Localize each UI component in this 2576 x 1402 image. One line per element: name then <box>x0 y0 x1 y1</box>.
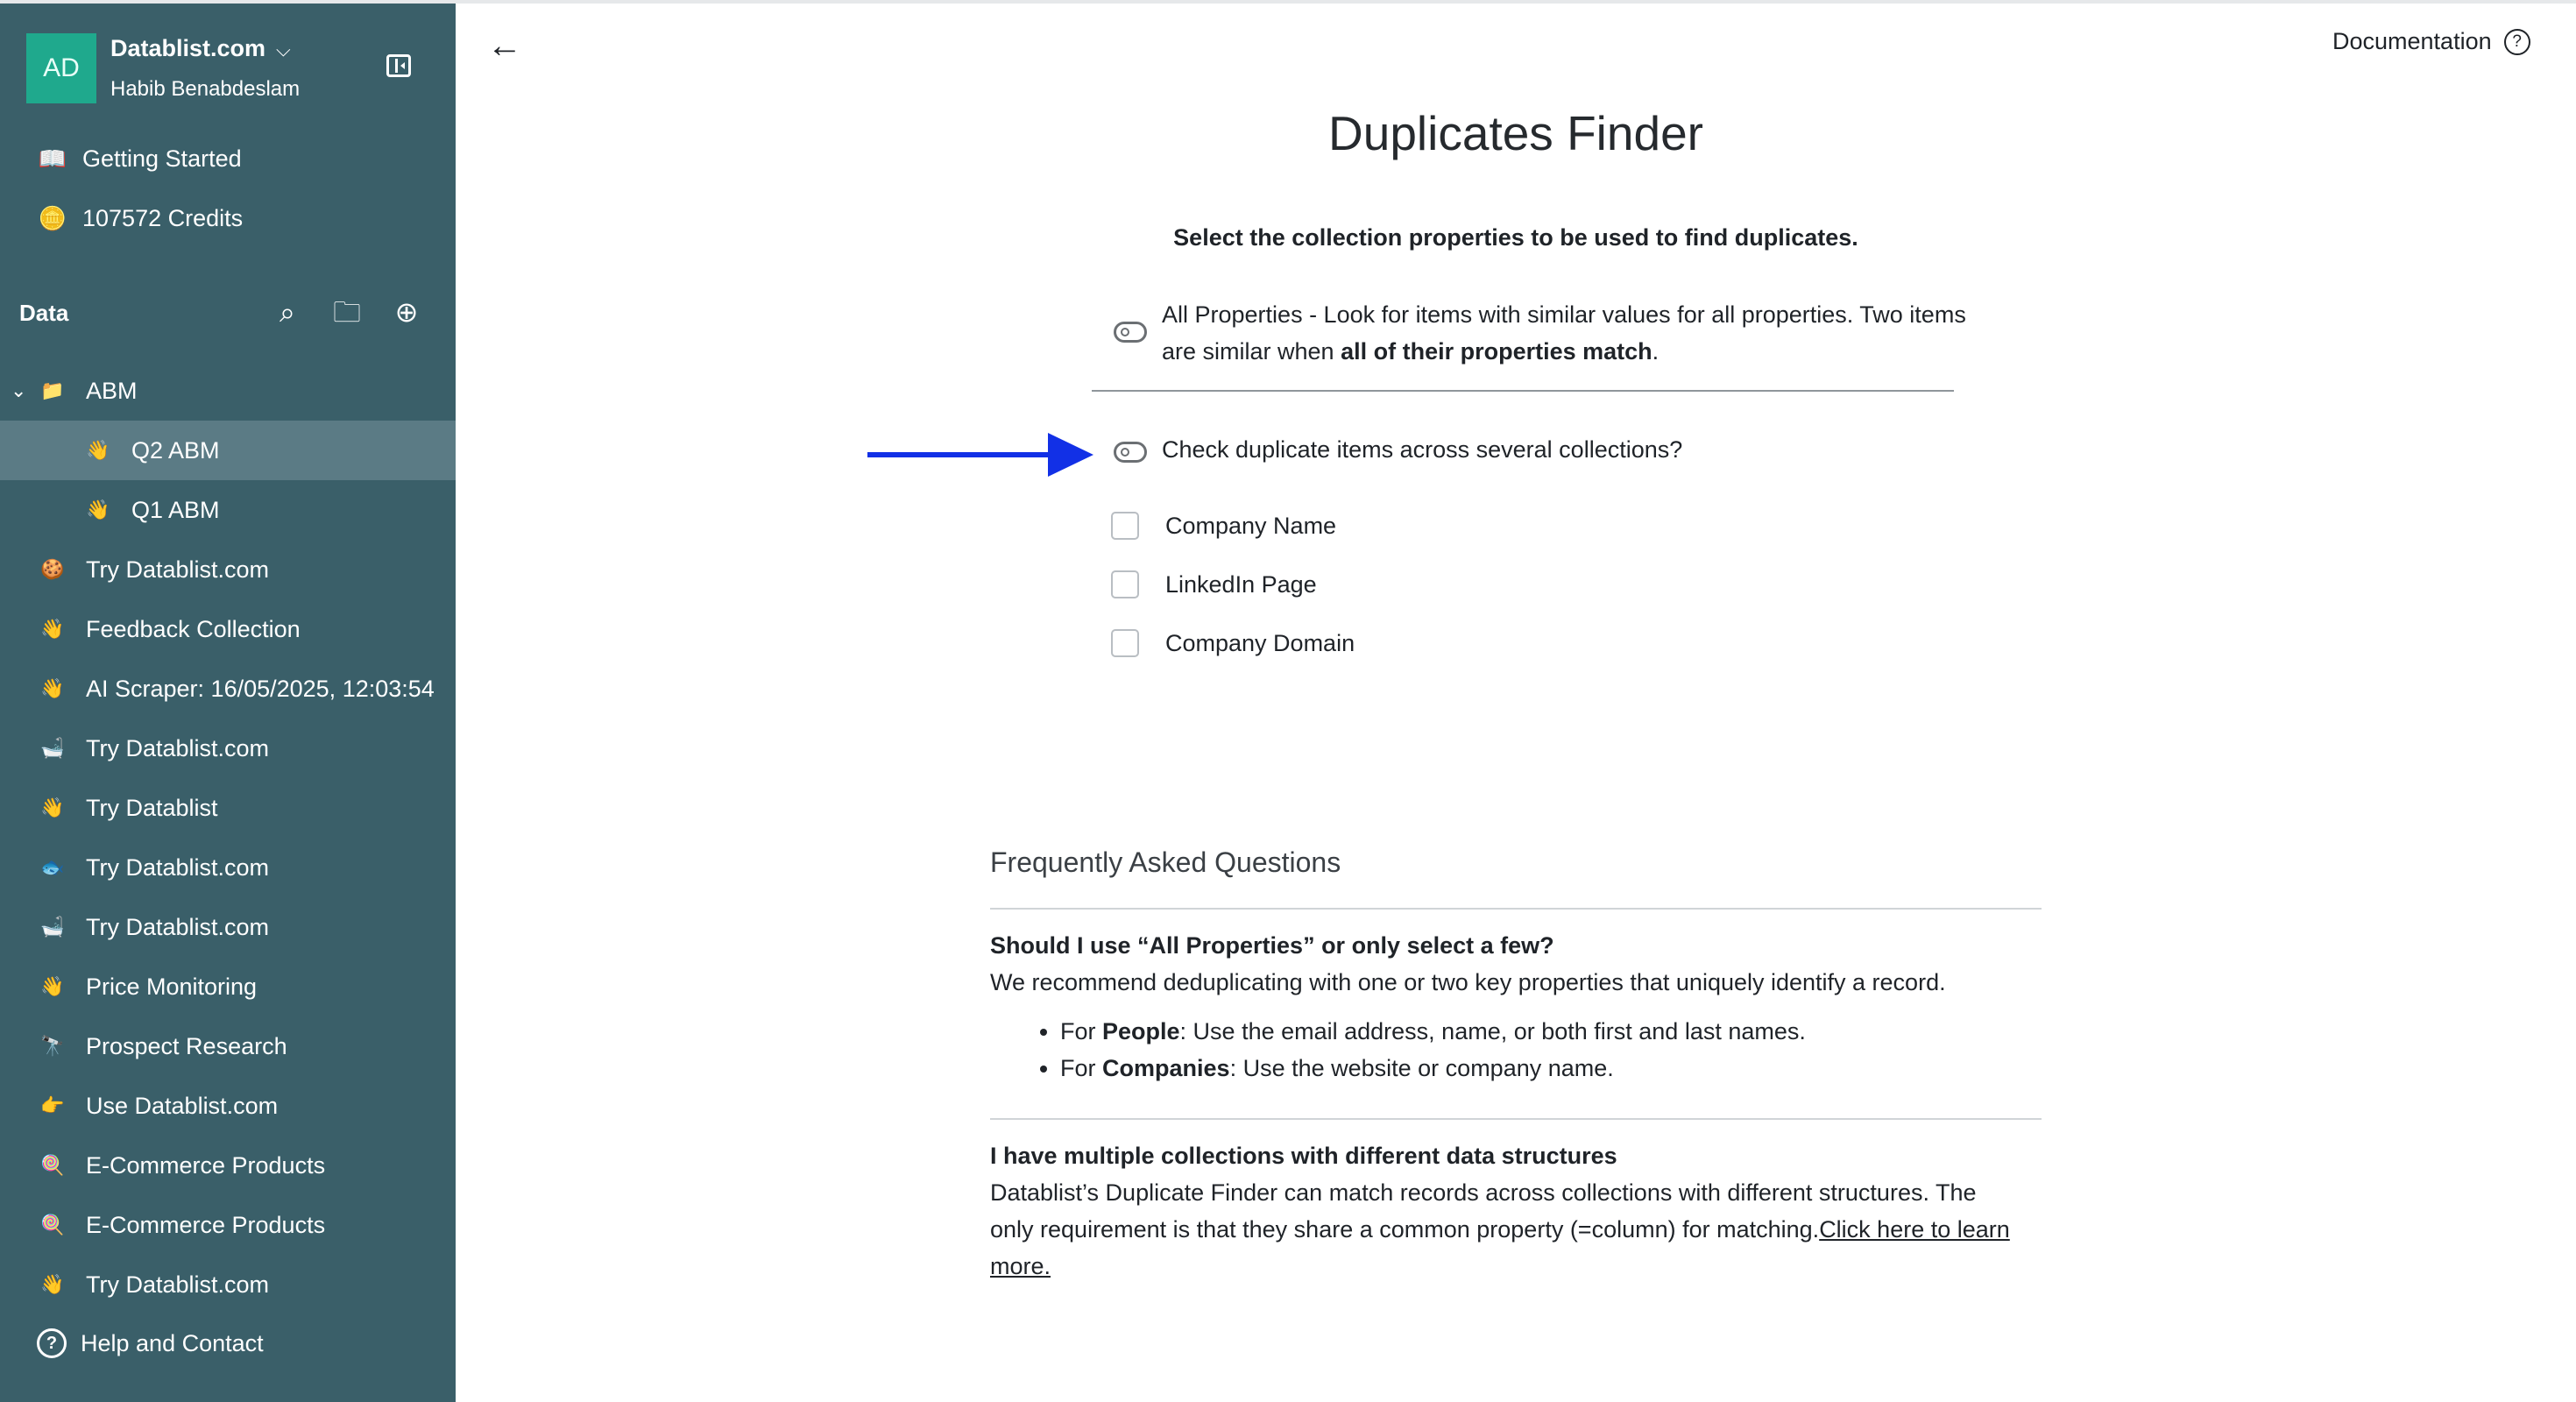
sidebar-collection-item[interactable] <box>0 719 456 778</box>
sidebar-collection-label: AI Scraper: 16/05/2025, 12:03:54 <box>86 675 435 702</box>
property-label: LinkedIn Page <box>1165 570 1317 598</box>
sidebar-collection-item[interactable] <box>0 957 456 1016</box>
faq-divider <box>990 1118 2042 1120</box>
checkbox[interactable] <box>1111 512 1139 540</box>
faq-item-2 <box>990 1137 2024 1285</box>
documentation-label: Documentation <box>2332 28 2492 54</box>
collection-emoji-icon: 👋 <box>86 439 110 461</box>
sidebar-collection-item[interactable] <box>0 1136 456 1195</box>
faq-question: Should I use “All Properties” or only select a few? <box>990 932 1554 959</box>
faq-answer-text: Datablist’s Duplicate Finder can match records across collections with different structures. The only requirement is that they share a common property (=column) for matching. <box>990 1179 1977 1243</box>
property-company-name[interactable] <box>1111 512 1336 540</box>
sidebar-collection-item[interactable] <box>0 1195 456 1255</box>
credits-label: 107572 Credits <box>82 205 244 231</box>
question-icon: ? <box>37 1328 67 1358</box>
sidebar-collection-label: Use Datablist.com <box>86 1092 279 1119</box>
sidebar-collection-item[interactable] <box>0 599 456 659</box>
add-collection-icon[interactable]: ⊕ <box>394 296 419 328</box>
workspace-user: Habib Benabdeslam <box>110 77 301 101</box>
checkbox[interactable] <box>1111 629 1139 657</box>
all-properties-bold: all of their properties match <box>1341 338 1652 365</box>
faq-answer: We recommend deduplicating with one or two key properties that uniquely identify a record. <box>990 969 1946 995</box>
folder-icon: 📁 <box>40 379 65 401</box>
sidebar-collection-item[interactable] <box>0 1076 456 1136</box>
collection-emoji-icon: 👋 <box>40 975 65 997</box>
collection-tree <box>0 361 456 1314</box>
sidebar-collection-item[interactable] <box>0 480 456 540</box>
sidebar-collection-label: Try Datablist.com <box>86 734 270 761</box>
sidebar-collection-item[interactable] <box>0 421 456 480</box>
sidebar-collection-label: Try Datablist <box>86 794 218 821</box>
collection-emoji-icon: 🛁 <box>40 916 65 938</box>
faq-bullet-people <box>1060 1013 2024 1050</box>
coins-icon: 🪙 <box>38 205 67 231</box>
collection-emoji-icon: 👋 <box>40 677 65 699</box>
collapse-sidebar-icon[interactable] <box>386 54 411 77</box>
faq-question: I have multiple collections with different data structures <box>990 1143 1617 1169</box>
getting-started-label: Getting Started <box>82 145 242 172</box>
sidebar-collection-item[interactable] <box>0 1016 456 1076</box>
all-properties-description <box>1162 296 1968 370</box>
bullet-prefix: For <box>1060 1055 1103 1081</box>
divider <box>1092 390 1954 392</box>
sidebar-collection-item[interactable] <box>0 897 456 957</box>
collection-emoji-icon: 👉 <box>40 1094 65 1116</box>
back-arrow-icon[interactable]: ← <box>487 26 522 65</box>
sidebar-collection-item[interactable] <box>0 838 456 897</box>
collection-emoji-icon: 🍭 <box>40 1214 65 1236</box>
bullet-text: : Use the email address, name, or both first and last names. <box>1179 1018 1806 1044</box>
property-label: Company Name <box>1165 512 1337 539</box>
faq-bullet-companies <box>1060 1050 2024 1087</box>
bullet-prefix: For <box>1060 1018 1103 1044</box>
collection-emoji-icon: 👋 <box>86 499 110 520</box>
bullet-bold: People <box>1102 1018 1180 1044</box>
help-circle-icon: ? <box>2504 29 2530 55</box>
workspace-switcher[interactable] <box>110 35 291 62</box>
sidebar-collection-item[interactable] <box>0 361 456 421</box>
search-collections-icon[interactable]: ⌕ <box>280 296 295 328</box>
learn-more-link[interactable]: Click here to learn more. <box>990 1216 2010 1279</box>
new-folder-icon[interactable]: 🗀 <box>332 296 361 328</box>
faq-title: Frequently Asked Questions <box>990 846 1341 878</box>
help-contact-link[interactable] <box>37 1328 264 1358</box>
sidebar-collection-label: Try Datablist.com <box>86 1271 270 1298</box>
sidebar-collection-label: Try Datablist.com <box>86 556 270 583</box>
property-linkedin-page[interactable] <box>1111 570 1317 598</box>
page-subtitle: Select the collection properties to be used to find duplicates. <box>1173 224 1858 251</box>
collection-emoji-icon: 🔭 <box>40 1035 65 1057</box>
sidebar-collection-item[interactable] <box>0 778 456 838</box>
property-company-domain[interactable] <box>1111 629 1355 657</box>
annotation-arrow-head <box>1048 433 1093 477</box>
bullet-bold: Companies <box>1102 1055 1230 1081</box>
sidebar-collection-label: Try Datablist.com <box>86 913 270 940</box>
workspace-avatar[interactable]: AD <box>26 33 96 103</box>
getting-started-link[interactable] <box>37 145 242 173</box>
data-section-label: Data <box>19 300 69 326</box>
collection-emoji-icon: 👋 <box>40 618 65 640</box>
sidebar-collection-label: Feedback Collection <box>86 615 301 642</box>
sidebar-collection-label: Q1 ABM <box>131 496 220 523</box>
help-label: Help and Contact <box>81 1329 264 1356</box>
sidebar-collection-label: Price Monitoring <box>86 973 258 1000</box>
collection-emoji-icon: 👋 <box>40 1273 65 1295</box>
data-tools <box>270 294 424 329</box>
sidebar-collection-label: E-Commerce Products <box>86 1151 326 1179</box>
property-label: Company Domain <box>1165 629 1355 656</box>
sidebar-collection-item[interactable] <box>0 1255 456 1314</box>
sidebar-collection-label: Prospect Research <box>86 1032 287 1059</box>
collection-emoji-icon: 🍪 <box>40 558 65 580</box>
sidebar-collection-label: ABM <box>86 377 138 404</box>
documentation-link[interactable] <box>2332 28 2530 55</box>
annotation-arrow-shaft <box>867 452 1058 457</box>
collection-emoji-icon: 👋 <box>40 797 65 818</box>
sidebar-collection-label: Q2 ABM <box>131 436 220 464</box>
collection-emoji-icon: 🐟 <box>40 856 65 878</box>
all-properties-text: All Properties - Look for items with similar values for all properties. Two items are similar when <box>1162 301 1966 365</box>
sidebar-collection-item[interactable] <box>0 659 456 719</box>
sidebar-collection-label: Try Datablist.com <box>86 853 270 881</box>
workspace-name: Datablist.com <box>110 35 266 61</box>
sidebar-collection-label: E-Commerce Products <box>86 1211 326 1238</box>
bullet-text: : Use the website or company name. <box>1229 1055 1614 1081</box>
across-collections-toggle[interactable] <box>1114 442 1147 463</box>
across-collections-label: Check duplicate items across several collections? <box>1162 436 1683 463</box>
book-icon: 📖 <box>38 145 67 172</box>
collection-emoji-icon: 🛁 <box>40 737 65 759</box>
checkbox[interactable] <box>1111 570 1139 598</box>
all-properties-end: . <box>1652 338 1660 365</box>
chevron-down-icon[interactable]: ⌄ <box>11 379 27 401</box>
chevron-down-icon: ⌵ <box>276 39 291 60</box>
collection-emoji-icon: 🍭 <box>40 1154 65 1176</box>
sidebar <box>0 4 456 1402</box>
all-properties-toggle[interactable] <box>1114 322 1147 343</box>
credits-link[interactable] <box>37 205 243 232</box>
faq-bullets <box>990 1013 2024 1087</box>
page-title: Duplicates Finder <box>1328 106 1703 160</box>
sidebar-collection-item[interactable] <box>0 540 456 599</box>
faq-divider <box>990 908 2042 910</box>
faq-answer <box>990 1174 2024 1285</box>
faq-item-1 <box>990 927 2024 1087</box>
